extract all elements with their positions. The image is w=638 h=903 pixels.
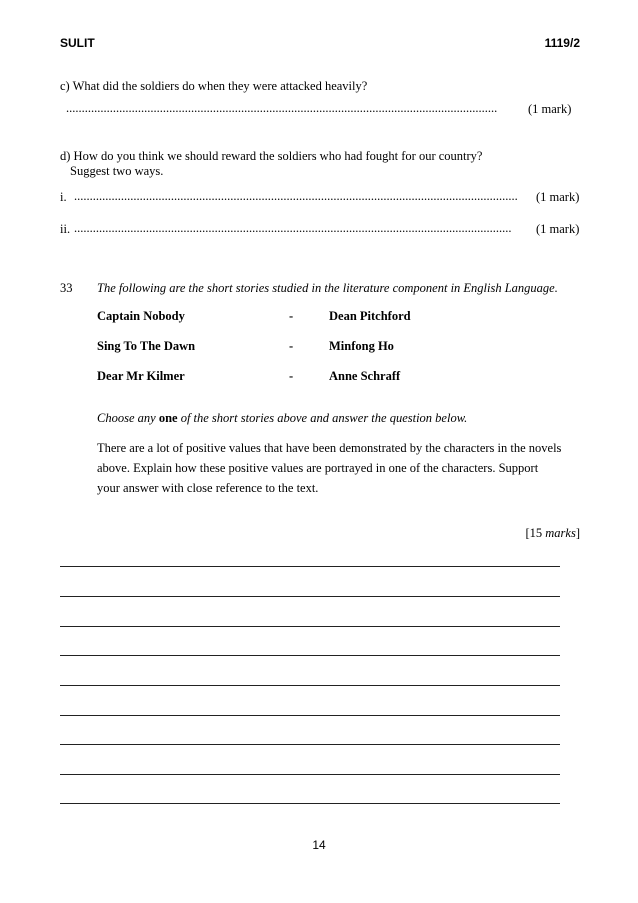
answer-rule[interactable] — [60, 596, 560, 597]
story-title-3: Dear Mr Kilmer — [97, 369, 185, 383]
question-33-instruction — [97, 410, 467, 426]
mark-c: (1 mark) — [528, 102, 572, 116]
answer-rule[interactable] — [60, 715, 560, 716]
paragraph-line-2: above. Explain how these positive values are portrayed in one of the characters. Support — [97, 461, 539, 475]
header-sulit: SULIT — [60, 36, 95, 50]
answer-line-d-ii: ............................................................................................................................................ — [74, 221, 512, 235]
story-author-1: Dean Pitchford — [329, 309, 411, 323]
story-title-2: Sing To The Dawn — [97, 339, 196, 353]
answer-rule[interactable] — [60, 774, 560, 775]
story-dash-2: - — [289, 339, 294, 353]
story-dash-3: - — [289, 369, 294, 383]
answer-d-num-ii: ii. — [60, 222, 71, 236]
answer-rule[interactable] — [60, 655, 560, 656]
story-dash-1: - — [289, 309, 294, 323]
answer-line-c: .......................................................................................................................................... — [66, 101, 498, 115]
answer-rule[interactable] — [60, 744, 560, 745]
question-number-33: 33 — [60, 281, 73, 295]
answer-d-num-i: i. — [60, 190, 67, 204]
marks-word: marks — [545, 526, 576, 540]
answer-rule[interactable] — [60, 803, 560, 804]
story-title-1: Captain Nobody — [97, 309, 185, 323]
marks-open: [15 — [525, 526, 546, 540]
question-c: c) What did the soldiers do when they were attacked heavily? — [60, 79, 368, 93]
paragraph-line-3: your answer with close reference to the text. — [97, 481, 319, 495]
answer-rule[interactable] — [60, 566, 560, 567]
mark-d-ii: (1 mark) — [536, 222, 580, 236]
answer-rule[interactable] — [60, 685, 560, 686]
instruction-post: of the short stories above and answer the question below. — [177, 411, 468, 425]
header-code: 1119/2 — [544, 36, 580, 50]
question-d-line1: d) How do you think we should reward the soldiers who had fought for our country? — [60, 149, 483, 163]
question-33-intro: The following are the short stories studied in the literature component in English Language. — [97, 281, 558, 295]
instruction-one: one — [158, 411, 178, 425]
page-number: 14 — [312, 838, 326, 852]
question-33-paragraph — [97, 438, 587, 498]
paragraph-line-1: There are a lot of positive values that have been demonstrated by the characters in the novels — [97, 441, 562, 455]
mark-d-i: (1 mark) — [536, 190, 580, 204]
marks-close: ] — [575, 526, 580, 540]
instruction-pre: Choose any — [97, 411, 159, 425]
question-33-marks — [525, 525, 580, 541]
story-author-2: Minfong Ho — [329, 339, 394, 353]
answer-rule[interactable] — [60, 626, 560, 627]
answer-line-d-i: .............................................................................................................................................. — [74, 189, 518, 203]
story-author-3: Anne Schraff — [329, 369, 401, 383]
question-d-line2: Suggest two ways. — [70, 164, 164, 178]
